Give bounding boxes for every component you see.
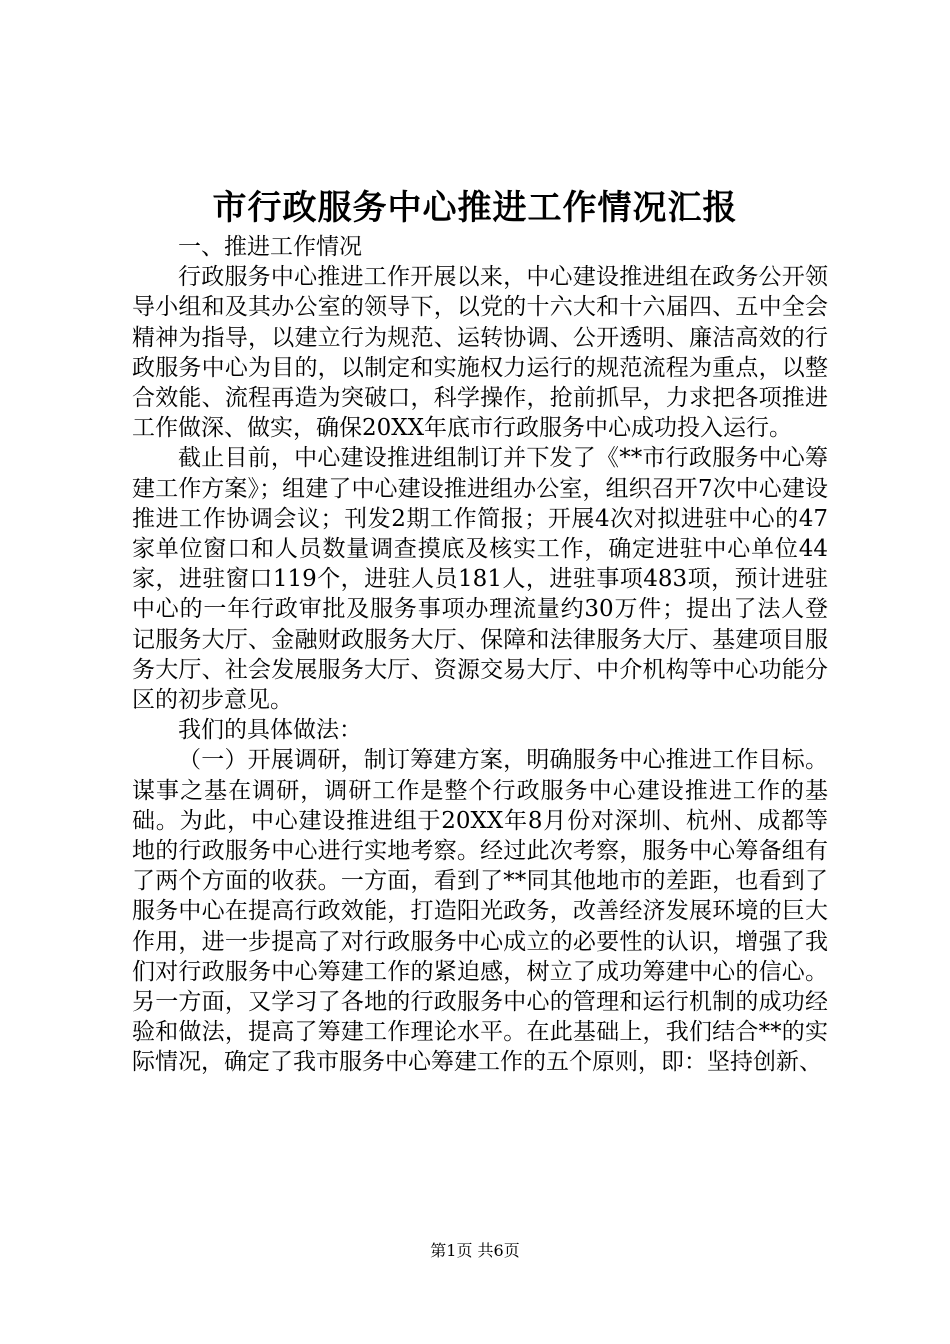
section-heading: 一、推进工作情况 <box>178 234 362 260</box>
paragraph: 截止目前，中心建设推进组制订并下发了《**市行政服务中心筹建工作方案》；组建了中心建设推进组办公室，组织召开7次中心建设推进工作协调会议；刊发2期工作简报；开展4次对拟进驻中心的47家单位窗口和人员数量调查摸底及核实工作，确定进驻中心单位44家，进驻窗口119个，进驻人员181人，进驻事项483项，预计进驻中心的一年行政审批及服务事项办理流量约30万件；提出了法人登记服务大厅、金融财政服务大厅、保障和法律服务大厅、基建项目服务大厅、社会发展服务大厅、资源交易大厅、中介机构等中心功能分区的初步意见。 <box>132 445 828 714</box>
document-title: 市行政服务中心推进工作情况汇报 <box>212 188 738 228</box>
paragraph: （一）开展调研，制订筹建方案，明确服务中心推进工作目标。谋事之基在调研，调研工作是整个行政服务中心建设推进工作的基础。为此，中心建设推进组于20XX年8月份对深圳、杭州、成都等地的行政服务中心进行实地考察。经过此次考察，服务中心筹备组有了两个方面的收获。一方面，看到了**同其他地市的差距，也看到了服务中心在提高行政效能，打造阳光政务，改善经济发展环境的巨大作用，进一步提高了对行政服务中心成立的必要性的认识，增强了我们对行政服务中心筹建工作的紧迫感，树立了成功筹建中心的信心。另一方面，又学习了各地的行政服务中心的管理和运行机制的成功经验和做法，提高了筹建工作理论水平。在此基础上，我们结合**的实际情况，确定了我市服务中心筹建工作的五个原则，即：坚持创新、 <box>132 747 828 1076</box>
paragraph: 我们的具体做法： <box>178 717 362 744</box>
paragraph: 行政服务中心推进工作开展以来，中心建设推进组在政务公开领导小组和及其办公室的领导下，以党的十六大和十六届四、五中全会精神为指导，以建立行为规范、运转协调、公开透明、廉洁高效的行政服务中心为目的，以制定和实施权力运行的规范流程为重点，以整合效能、流程再造为突破口，科学操作，抢前抓早，力求把各项推进工作做深、做实，确保20XX年底市行政服务中心成功投入运行。 <box>132 264 828 442</box>
document-body <box>132 232 828 1078</box>
page-footer: 第1页 共6页 <box>430 1241 520 1260</box>
